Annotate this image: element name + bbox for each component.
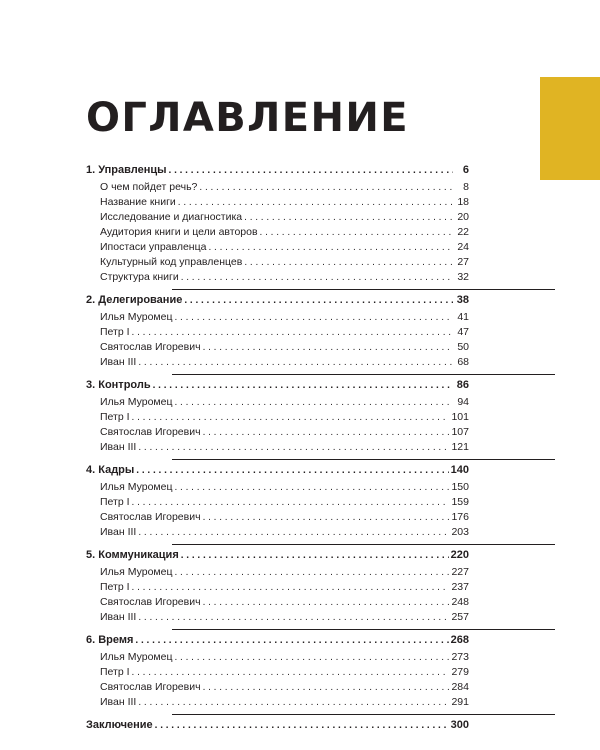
dot-leader (175, 650, 450, 665)
section-divider (172, 629, 555, 630)
toc-section-entry[interactable] (86, 340, 469, 355)
dot-leader (203, 510, 450, 525)
toc-section-entry[interactable] (86, 410, 469, 425)
dot-leader (132, 665, 450, 680)
section-page-number: 176 (451, 511, 469, 523)
dot-leader (181, 548, 449, 563)
toc-section-list (86, 478, 469, 540)
accent-tab (540, 77, 600, 180)
section-label: Аудитория книги и цели авторов (100, 226, 258, 238)
chapter-label: 6. Время (86, 634, 134, 646)
dot-leader (175, 565, 450, 580)
toc-chapter-5 (86, 545, 469, 629)
section-page-number: 248 (451, 596, 469, 608)
toc-section-list (86, 393, 469, 455)
section-page-number: 24 (457, 241, 469, 253)
toc-conclusion-entry[interactable] (86, 718, 469, 733)
section-page-number: 47 (457, 326, 469, 338)
section-page-number: 284 (451, 681, 469, 693)
dot-leader (138, 610, 449, 625)
chapter-label: 1. Управленцы (86, 164, 167, 176)
toc-section-entry[interactable] (86, 480, 469, 495)
chapter-label: 4. Кадры (86, 464, 135, 476)
section-page-number: 237 (451, 581, 469, 593)
section-page-number: 227 (451, 566, 469, 578)
section-label: Святослав Игоревич (100, 681, 201, 693)
dot-leader (169, 163, 453, 178)
section-label: Илья Муромец (100, 481, 173, 493)
dot-leader (260, 225, 453, 240)
section-divider (172, 289, 555, 290)
toc-chapter-entry[interactable] (86, 463, 469, 478)
section-page-number: 101 (451, 411, 469, 423)
toc-chapter-entry[interactable] (86, 548, 469, 563)
toc-section-entry[interactable] (86, 225, 469, 240)
toc-section-entry[interactable] (86, 395, 469, 410)
toc-section-entry[interactable] (86, 610, 469, 625)
dot-leader (203, 595, 450, 610)
section-page-number: 107 (451, 426, 469, 438)
section-page-number: 159 (451, 496, 469, 508)
toc-chapter-1 (86, 163, 469, 289)
toc-chapter-entry[interactable] (86, 293, 469, 308)
toc-section-list (86, 563, 469, 625)
section-label: Петр I (100, 581, 130, 593)
section-label: Илья Муромец (100, 311, 173, 323)
toc-section-list (86, 178, 469, 285)
section-label: Иван III (100, 526, 137, 538)
toc-section-entry[interactable] (86, 325, 469, 340)
toc-section-entry[interactable] (86, 665, 469, 680)
toc-section-entry[interactable] (86, 495, 469, 510)
section-label: Ипостаси управленца (100, 241, 207, 253)
section-page-number: 291 (451, 696, 469, 708)
toc-chapter-4 (86, 460, 469, 544)
section-label: Культурный код управленцев (100, 256, 243, 268)
dot-leader (132, 410, 450, 425)
toc-section-entry[interactable] (86, 240, 469, 255)
dot-leader (178, 195, 453, 210)
dot-leader (138, 440, 449, 455)
section-divider (172, 544, 555, 545)
toc-chapter-entry[interactable] (86, 163, 469, 178)
section-page-number: 22 (457, 226, 469, 238)
toc-section-entry[interactable] (86, 565, 469, 580)
section-page-number: 94 (457, 396, 469, 408)
toc-section-entry[interactable] (86, 425, 469, 440)
section-page-number: 257 (451, 611, 469, 623)
section-page-number: 20 (457, 211, 469, 223)
dot-leader (175, 395, 454, 410)
toc-section-list (86, 308, 469, 370)
dot-leader (135, 633, 448, 648)
dot-leader (244, 210, 453, 225)
section-page-number: 121 (451, 441, 469, 453)
conclusion-page-number: 300 (450, 719, 469, 731)
section-label: О чем пойдет речь? (100, 181, 198, 193)
toc-section-entry[interactable] (86, 355, 469, 370)
dot-leader (175, 480, 450, 495)
section-label: Илья Муромец (100, 396, 173, 408)
section-label: Святослав Игоревич (100, 426, 201, 438)
dot-leader (153, 378, 453, 393)
chapter-label: 5. Коммуникация (86, 549, 179, 561)
chapter-page-number: 220 (450, 549, 469, 561)
toc-section-entry[interactable] (86, 180, 469, 195)
toc-chapter-entry[interactable] (86, 378, 469, 393)
section-label: Структура книги (100, 271, 179, 283)
toc-section-entry[interactable] (86, 695, 469, 710)
table-of-contents (86, 163, 469, 737)
section-page-number: 150 (451, 481, 469, 493)
dot-leader (208, 240, 453, 255)
section-page-number: 68 (457, 356, 469, 368)
toc-section-entry[interactable] (86, 650, 469, 665)
dot-leader (244, 255, 453, 270)
dot-leader (203, 425, 450, 440)
section-label: Илья Муромец (100, 651, 173, 663)
toc-chapter-2 (86, 290, 469, 374)
section-page-number: 32 (457, 271, 469, 283)
section-label: Иван III (100, 441, 137, 453)
toc-section-entry[interactable] (86, 580, 469, 595)
chapter-label: 3. Контроль (86, 379, 151, 391)
section-label: Иван III (100, 356, 137, 368)
section-label: Святослав Игоревич (100, 596, 201, 608)
toc-chapter-3 (86, 375, 469, 459)
toc-section-entry[interactable] (86, 310, 469, 325)
chapter-page-number: 140 (450, 464, 469, 476)
dot-leader (132, 580, 450, 595)
dot-leader (199, 180, 453, 195)
toc-section-entry[interactable] (86, 255, 469, 270)
dot-leader (175, 310, 454, 325)
section-label: Исследование и диагностика (100, 211, 243, 223)
dot-leader (132, 495, 450, 510)
section-label: Иван III (100, 611, 137, 623)
toc-conclusion (86, 715, 469, 737)
section-label: Петр I (100, 666, 130, 678)
dot-leader (138, 525, 449, 540)
chapter-label: 2. Делегирование (86, 294, 183, 306)
section-page-number: 273 (451, 651, 469, 663)
section-label: Петр I (100, 496, 130, 508)
chapter-page-number: 86 (456, 379, 469, 391)
section-page-number: 18 (457, 196, 469, 208)
toc-section-entry[interactable] (86, 440, 469, 455)
toc-section-entry[interactable] (86, 210, 469, 225)
toc-section-entry[interactable] (86, 525, 469, 540)
dot-leader (184, 293, 453, 308)
section-label: Святослав Игоревич (100, 511, 201, 523)
section-label: Петр I (100, 326, 130, 338)
section-divider (172, 714, 555, 715)
dot-leader (138, 695, 449, 710)
toc-chapter-6 (86, 630, 469, 714)
section-page-number: 50 (457, 341, 469, 353)
section-page-number: 8 (463, 181, 469, 193)
dot-leader (181, 270, 453, 285)
toc-section-entry[interactable] (86, 195, 469, 210)
chapter-page-number: 38 (456, 294, 469, 306)
section-label: Петр I (100, 411, 130, 423)
dot-leader (155, 718, 449, 733)
section-page-number: 27 (457, 256, 469, 268)
page-title: ОГЛАВЛЕНИЕ (86, 95, 409, 141)
dot-leader (138, 355, 453, 370)
chapter-page-number: 6 (462, 164, 469, 176)
conclusion-label: Заключение (86, 719, 153, 731)
toc-section-entry[interactable] (86, 270, 469, 285)
chapter-page-number: 268 (450, 634, 469, 646)
section-divider (172, 374, 555, 375)
section-divider (172, 459, 555, 460)
section-label: Илья Муромец (100, 566, 173, 578)
section-page-number: 279 (451, 666, 469, 678)
toc-section-list (86, 648, 469, 710)
dot-leader (203, 680, 450, 695)
toc-chapter-entry[interactable] (86, 633, 469, 648)
toc-section-entry[interactable] (86, 510, 469, 525)
toc-section-entry[interactable] (86, 680, 469, 695)
section-label: Название книги (100, 196, 176, 208)
section-label: Святослав Игоревич (100, 341, 201, 353)
section-page-number: 41 (457, 311, 469, 323)
toc-section-entry[interactable] (86, 595, 469, 610)
section-page-number: 203 (451, 526, 469, 538)
dot-leader (136, 463, 448, 478)
dot-leader (203, 340, 453, 355)
dot-leader (132, 325, 453, 340)
section-label: Иван III (100, 696, 137, 708)
